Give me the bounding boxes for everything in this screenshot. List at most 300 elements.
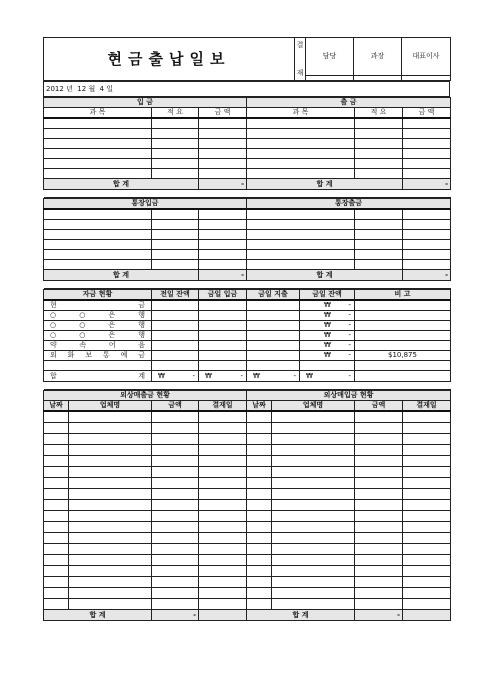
funds-total-note xyxy=(355,371,451,382)
input-cell[interactable] xyxy=(355,533,403,544)
input-cell[interactable] xyxy=(152,489,199,500)
input-cell[interactable] xyxy=(44,159,152,169)
input-cell[interactable] xyxy=(272,489,355,500)
funds-prev-cell[interactable] xyxy=(152,341,199,351)
input-cell[interactable] xyxy=(247,588,272,599)
input-cell[interactable] xyxy=(247,169,355,179)
funds-col-prev: 전일 잔액 xyxy=(152,290,199,301)
credit-entry-row xyxy=(44,511,451,522)
input-cell[interactable] xyxy=(44,478,69,489)
input-cell[interactable] xyxy=(44,250,152,260)
funds-total-label: 합 계 xyxy=(44,371,152,382)
input-cell[interactable] xyxy=(403,522,451,533)
input-cell[interactable] xyxy=(199,577,247,588)
input-cell[interactable] xyxy=(44,434,69,445)
input-cell[interactable] xyxy=(199,240,247,250)
funds-in-cell[interactable] xyxy=(199,321,247,331)
input-cell[interactable] xyxy=(403,555,451,566)
input-cell[interactable] xyxy=(272,456,355,467)
input-cell[interactable] xyxy=(355,522,403,533)
input-cell[interactable] xyxy=(403,577,451,588)
input-cell[interactable] xyxy=(403,423,451,434)
credit-entry-row xyxy=(44,478,451,489)
input-cell[interactable] xyxy=(272,445,355,456)
input-cell[interactable] xyxy=(69,434,152,445)
input-cell[interactable] xyxy=(199,533,247,544)
input-cell[interactable] xyxy=(247,159,355,169)
input-cell[interactable] xyxy=(272,566,355,577)
funds-prev-cell[interactable] xyxy=(152,321,199,331)
input-cell[interactable] xyxy=(44,240,152,250)
input-cell[interactable] xyxy=(44,361,152,371)
funds-balance-cell: ₩ - xyxy=(300,351,355,361)
input-cell[interactable] xyxy=(152,260,199,270)
input-cell[interactable] xyxy=(355,230,403,240)
input-cell[interactable] xyxy=(272,511,355,522)
input-cell[interactable] xyxy=(44,149,152,159)
input-cell[interactable] xyxy=(69,522,152,533)
bank-out-total-label: 합 계 xyxy=(247,270,403,281)
input-cell[interactable] xyxy=(199,456,247,467)
sign-box-staff[interactable] xyxy=(306,76,354,81)
bank-out-title: 통장출금 xyxy=(247,199,451,210)
funds-out-cell[interactable] xyxy=(247,300,300,311)
input-cell[interactable] xyxy=(69,599,152,610)
input-cell[interactable] xyxy=(44,260,152,270)
input-cell[interactable] xyxy=(199,129,247,139)
input-cell[interactable] xyxy=(403,159,451,169)
role-manager: 과장 xyxy=(354,38,402,76)
report-date[interactable]: 2012 년 12 월 4 일 xyxy=(44,82,450,97)
input-cell[interactable] xyxy=(355,544,403,555)
funds-balance-cell: ₩ - xyxy=(300,311,355,321)
input-cell[interactable] xyxy=(355,478,403,489)
input-cell[interactable] xyxy=(44,423,69,434)
input-cell[interactable] xyxy=(355,220,403,230)
sign-box-ceo[interactable] xyxy=(402,76,451,81)
input-cell[interactable] xyxy=(355,445,403,456)
input-cell[interactable] xyxy=(403,588,451,599)
credit-entry-row xyxy=(44,588,451,599)
input-cell[interactable] xyxy=(44,467,69,478)
input-cell[interactable] xyxy=(199,423,247,434)
input-cell[interactable] xyxy=(152,411,199,423)
sign-box-manager[interactable] xyxy=(354,76,402,81)
input-cell[interactable] xyxy=(152,169,199,179)
funds-out-cell[interactable] xyxy=(247,311,300,321)
funds-row xyxy=(44,361,451,371)
input-cell[interactable] xyxy=(199,588,247,599)
funds-row-label: ○ ○ 은 행 xyxy=(44,321,152,331)
input-cell[interactable] xyxy=(247,434,272,445)
input-cell[interactable] xyxy=(199,544,247,555)
input-cell[interactable] xyxy=(152,555,199,566)
input-cell[interactable] xyxy=(152,209,199,220)
input-cell[interactable] xyxy=(247,423,272,434)
funds-col-in: 금일 입금 xyxy=(199,290,247,301)
input-cell[interactable] xyxy=(152,467,199,478)
funds-col-out: 금일 지출 xyxy=(247,290,300,301)
input-cell[interactable] xyxy=(44,139,152,149)
input-cell[interactable] xyxy=(152,250,199,260)
bank-entry-row xyxy=(44,240,451,250)
input-cell[interactable] xyxy=(403,566,451,577)
input-cell[interactable] xyxy=(247,533,272,544)
input-cell[interactable] xyxy=(44,544,69,555)
input-cell[interactable] xyxy=(403,230,451,240)
input-cell[interactable] xyxy=(247,544,272,555)
input-cell[interactable] xyxy=(44,588,69,599)
input-cell[interactable] xyxy=(355,566,403,577)
input-cell[interactable] xyxy=(199,511,247,522)
input-cell[interactable] xyxy=(199,478,247,489)
input-cell[interactable] xyxy=(355,577,403,588)
funds-col-status: 자금 현황 xyxy=(44,290,152,301)
input-cell[interactable] xyxy=(272,467,355,478)
report-title: 현금출납일보 xyxy=(44,38,295,81)
input-cell[interactable] xyxy=(69,588,152,599)
input-cell[interactable] xyxy=(69,566,152,577)
input-cell[interactable] xyxy=(69,456,152,467)
input-cell[interactable] xyxy=(152,149,199,159)
input-cell[interactable] xyxy=(152,159,199,169)
input-cell[interactable] xyxy=(152,544,199,555)
input-cell[interactable] xyxy=(247,118,355,129)
input-cell[interactable] xyxy=(152,478,199,489)
input-cell[interactable] xyxy=(355,555,403,566)
input-cell[interactable] xyxy=(199,169,247,179)
input-cell[interactable] xyxy=(152,361,199,371)
input-cell[interactable] xyxy=(152,230,199,240)
bank-entry-row xyxy=(44,209,451,220)
funds-in-cell[interactable] xyxy=(199,300,247,311)
input-cell[interactable] xyxy=(69,478,152,489)
input-cell[interactable] xyxy=(247,445,272,456)
input-cell[interactable] xyxy=(199,361,247,371)
input-cell[interactable] xyxy=(355,149,403,159)
funds-prev-cell[interactable] xyxy=(152,300,199,311)
funds-note-cell[interactable] xyxy=(355,341,451,351)
funds-note-cell[interactable] xyxy=(355,331,451,341)
input-cell[interactable] xyxy=(272,478,355,489)
input-cell[interactable] xyxy=(199,230,247,240)
funds-prev-cell[interactable] xyxy=(152,351,199,361)
role-ceo: 대표이사 xyxy=(402,38,451,76)
input-cell[interactable] xyxy=(403,220,451,230)
receivable-title: 외상매출금 현황 xyxy=(44,391,247,401)
input-cell[interactable] xyxy=(152,577,199,588)
input-cell[interactable] xyxy=(355,118,403,129)
credit-entry-row xyxy=(44,566,451,577)
input-cell[interactable] xyxy=(44,566,69,577)
input-cell[interactable] xyxy=(152,456,199,467)
input-cell[interactable] xyxy=(403,139,451,149)
bank-in-total-label: 합 계 xyxy=(44,270,199,281)
input-cell[interactable] xyxy=(69,467,152,478)
col-summary: 적 요 xyxy=(355,108,403,119)
input-cell[interactable] xyxy=(355,423,403,434)
input-cell[interactable] xyxy=(199,599,247,610)
input-cell[interactable] xyxy=(247,478,272,489)
input-cell[interactable] xyxy=(355,489,403,500)
input-cell[interactable] xyxy=(152,522,199,533)
funds-prev-cell[interactable] xyxy=(152,331,199,341)
input-cell[interactable] xyxy=(247,467,272,478)
input-cell[interactable] xyxy=(44,411,69,423)
input-cell[interactable] xyxy=(355,169,403,179)
funds-out-cell[interactable] xyxy=(247,341,300,351)
input-cell[interactable] xyxy=(403,500,451,511)
input-cell[interactable] xyxy=(403,511,451,522)
bank-out-total: - xyxy=(403,270,451,281)
input-cell[interactable] xyxy=(355,599,403,610)
input-cell[interactable] xyxy=(44,209,152,220)
col-summary: 적 요 xyxy=(152,108,199,119)
input-cell[interactable] xyxy=(403,250,451,260)
input-cell[interactable] xyxy=(69,411,152,423)
funds-prev-cell[interactable] xyxy=(152,311,199,321)
input-cell[interactable] xyxy=(247,411,272,423)
input-cell[interactable] xyxy=(355,434,403,445)
input-cell[interactable] xyxy=(247,489,272,500)
input-cell[interactable] xyxy=(272,599,355,610)
input-cell[interactable] xyxy=(247,139,355,149)
input-cell[interactable] xyxy=(272,411,355,423)
input-cell[interactable] xyxy=(247,500,272,511)
input-cell[interactable] xyxy=(403,599,451,610)
input-cell[interactable] xyxy=(199,411,247,423)
receivable-total-blank xyxy=(199,610,247,621)
input-cell[interactable] xyxy=(199,555,247,566)
input-cell[interactable] xyxy=(403,445,451,456)
input-cell[interactable] xyxy=(355,467,403,478)
input-cell[interactable] xyxy=(403,118,451,129)
funds-note-cell[interactable]: $10,875 xyxy=(355,351,451,361)
input-cell[interactable] xyxy=(44,511,69,522)
input-cell[interactable] xyxy=(199,159,247,169)
input-cell[interactable] xyxy=(247,240,355,250)
input-cell[interactable] xyxy=(199,139,247,149)
input-cell[interactable] xyxy=(355,500,403,511)
approval-label: 결 재 xyxy=(295,38,306,81)
input-cell[interactable] xyxy=(199,489,247,500)
input-cell[interactable] xyxy=(199,500,247,511)
payable-title: 외상매입금 현황 xyxy=(247,391,451,401)
cash-report-sheet xyxy=(43,37,450,621)
input-cell[interactable] xyxy=(247,361,300,371)
input-cell[interactable] xyxy=(152,566,199,577)
input-cell[interactable] xyxy=(44,489,69,500)
input-cell[interactable] xyxy=(247,577,272,588)
input-cell[interactable] xyxy=(403,240,451,250)
input-cell[interactable] xyxy=(199,522,247,533)
input-cell[interactable] xyxy=(272,588,355,599)
funds-out-cell[interactable] xyxy=(247,351,300,361)
input-cell[interactable] xyxy=(152,599,199,610)
input-cell[interactable] xyxy=(152,118,199,129)
input-cell[interactable] xyxy=(152,511,199,522)
input-cell[interactable] xyxy=(403,149,451,159)
funds-balance-cell: ₩ - xyxy=(300,341,355,351)
bank-entry-row xyxy=(44,220,451,230)
input-cell[interactable] xyxy=(355,260,403,270)
input-cell[interactable] xyxy=(355,159,403,169)
funds-note-cell[interactable] xyxy=(355,300,451,311)
input-cell[interactable] xyxy=(69,423,152,434)
input-cell[interactable] xyxy=(199,118,247,129)
input-cell[interactable] xyxy=(44,445,69,456)
input-cell[interactable] xyxy=(44,220,152,230)
input-cell[interactable] xyxy=(199,220,247,230)
input-cell[interactable] xyxy=(272,500,355,511)
spacer xyxy=(44,382,451,390)
funds-balance-cell: ₩ - xyxy=(300,331,355,341)
input-cell[interactable] xyxy=(152,139,199,149)
input-cell[interactable] xyxy=(403,209,451,220)
input-cell[interactable] xyxy=(69,489,152,500)
input-cell[interactable] xyxy=(44,456,69,467)
input-cell[interactable] xyxy=(355,250,403,260)
funds-table xyxy=(43,289,451,390)
input-cell[interactable] xyxy=(247,599,272,610)
input-cell[interactable] xyxy=(44,522,69,533)
input-cell[interactable] xyxy=(69,511,152,522)
input-cell[interactable] xyxy=(300,361,355,371)
bank-entry-row xyxy=(44,230,451,240)
input-cell[interactable] xyxy=(355,139,403,149)
input-cell[interactable] xyxy=(403,129,451,139)
input-cell[interactable] xyxy=(403,260,451,270)
input-cell[interactable] xyxy=(247,566,272,577)
input-cell[interactable] xyxy=(247,129,355,139)
input-cell[interactable] xyxy=(199,260,247,270)
col-due-date: 결재일 xyxy=(403,401,451,412)
input-cell[interactable] xyxy=(403,411,451,423)
col-vendor: 업체명 xyxy=(272,401,355,412)
input-cell[interactable] xyxy=(44,577,69,588)
input-cell[interactable] xyxy=(272,522,355,533)
input-cell[interactable] xyxy=(355,361,451,371)
input-cell[interactable] xyxy=(199,149,247,159)
input-cell[interactable] xyxy=(44,169,152,179)
funds-row xyxy=(44,311,451,321)
input-cell[interactable] xyxy=(152,434,199,445)
input-cell[interactable] xyxy=(272,577,355,588)
input-cell[interactable] xyxy=(272,555,355,566)
funds-in-cell[interactable] xyxy=(199,351,247,361)
input-cell[interactable] xyxy=(403,489,451,500)
input-cell[interactable] xyxy=(247,149,355,159)
input-cell[interactable] xyxy=(152,129,199,139)
input-cell[interactable] xyxy=(152,445,199,456)
input-cell[interactable] xyxy=(355,411,403,423)
input-cell[interactable] xyxy=(199,434,247,445)
funds-note-cell[interactable] xyxy=(355,311,451,321)
input-cell[interactable] xyxy=(44,230,152,240)
input-cell[interactable] xyxy=(44,500,69,511)
input-cell[interactable] xyxy=(152,240,199,250)
input-cell[interactable] xyxy=(44,533,69,544)
input-cell[interactable] xyxy=(247,220,355,230)
input-cell[interactable] xyxy=(199,445,247,456)
input-cell[interactable] xyxy=(69,555,152,566)
input-cell[interactable] xyxy=(247,522,272,533)
input-cell[interactable] xyxy=(403,544,451,555)
input-cell[interactable] xyxy=(403,169,451,179)
input-cell[interactable] xyxy=(272,423,355,434)
input-cell[interactable] xyxy=(69,544,152,555)
input-cell[interactable] xyxy=(199,250,247,260)
credit-entry-row xyxy=(44,555,451,566)
input-cell[interactable] xyxy=(152,500,199,511)
col-date: 날짜 xyxy=(44,401,69,412)
bank-entry-row xyxy=(44,260,451,270)
input-cell[interactable] xyxy=(355,456,403,467)
input-cell[interactable] xyxy=(44,129,152,139)
input-cell[interactable] xyxy=(403,434,451,445)
input-cell[interactable] xyxy=(247,250,355,260)
funds-note-cell[interactable] xyxy=(355,321,451,331)
col-vendor: 업체명 xyxy=(69,401,152,412)
input-cell[interactable] xyxy=(272,533,355,544)
funds-row-label: 현 금 xyxy=(44,300,152,311)
cash-in-title: 입 금 xyxy=(44,98,247,108)
credit-entry-row xyxy=(44,522,451,533)
funds-in-cell[interactable] xyxy=(199,331,247,341)
input-cell[interactable] xyxy=(199,566,247,577)
input-cell[interactable] xyxy=(403,533,451,544)
input-cell[interactable] xyxy=(403,456,451,467)
input-cell[interactable] xyxy=(272,544,355,555)
input-cell[interactable] xyxy=(355,588,403,599)
funds-in-cell[interactable] xyxy=(199,311,247,321)
input-cell[interactable] xyxy=(152,220,199,230)
input-cell[interactable] xyxy=(199,209,247,220)
input-cell[interactable] xyxy=(152,423,199,434)
funds-row xyxy=(44,321,451,331)
input-cell[interactable] xyxy=(247,260,355,270)
input-cell[interactable] xyxy=(69,500,152,511)
input-cell[interactable] xyxy=(247,209,355,220)
input-cell[interactable] xyxy=(69,445,152,456)
input-cell[interactable] xyxy=(355,129,403,139)
funds-out-cell[interactable] xyxy=(247,331,300,341)
input-cell[interactable] xyxy=(152,533,199,544)
input-cell[interactable] xyxy=(44,599,69,610)
funds-in-cell[interactable] xyxy=(199,341,247,351)
input-cell[interactable] xyxy=(199,467,247,478)
input-cell[interactable] xyxy=(44,555,69,566)
input-cell[interactable] xyxy=(247,230,355,240)
input-cell[interactable] xyxy=(355,511,403,522)
input-cell[interactable] xyxy=(403,467,451,478)
input-cell[interactable] xyxy=(403,478,451,489)
input-cell[interactable] xyxy=(69,533,152,544)
input-cell[interactable] xyxy=(247,456,272,467)
input-cell[interactable] xyxy=(247,511,272,522)
funds-row-label: ○ ○ 은 행 xyxy=(44,331,152,341)
input-cell[interactable] xyxy=(69,577,152,588)
input-cell[interactable] xyxy=(272,434,355,445)
input-cell[interactable] xyxy=(247,555,272,566)
receivable-total-label: 합 계 xyxy=(44,610,152,621)
credit-entry-row xyxy=(44,423,451,434)
input-cell[interactable] xyxy=(44,118,152,129)
input-cell[interactable] xyxy=(355,240,403,250)
input-cell[interactable] xyxy=(152,588,199,599)
input-cell[interactable] xyxy=(355,209,403,220)
funds-out-cell[interactable] xyxy=(247,321,300,331)
